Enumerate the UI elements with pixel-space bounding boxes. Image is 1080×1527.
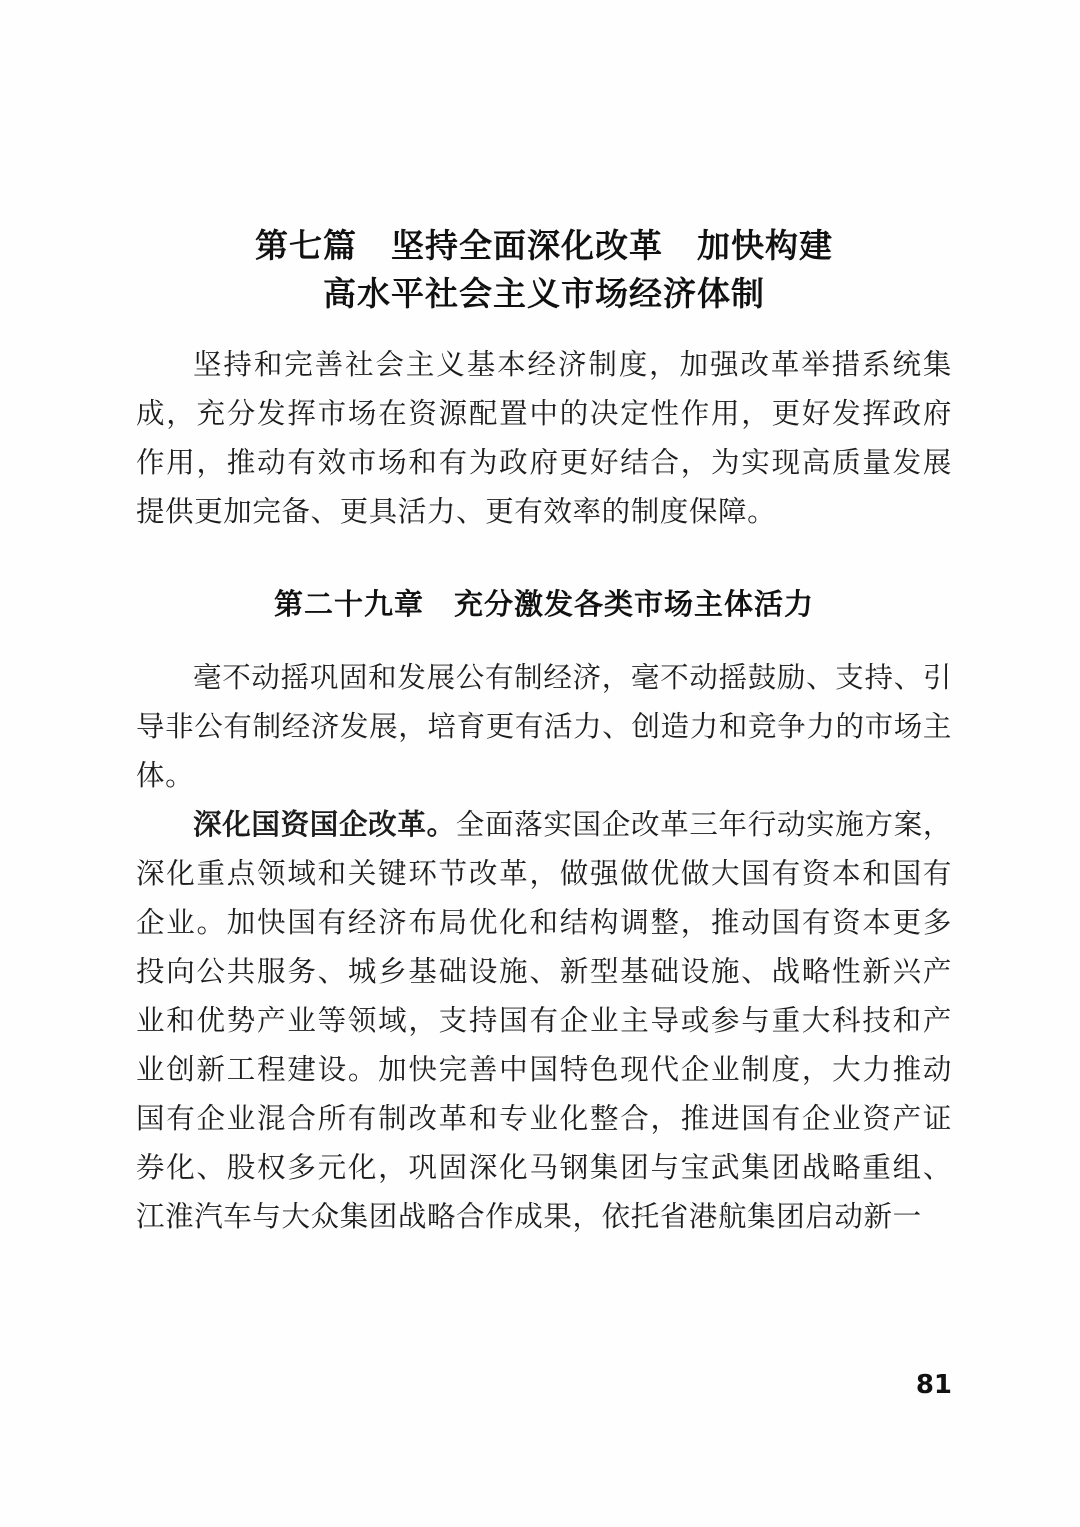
section-lead-label: 深化国资国企改革。 [193,806,456,841]
chapter-heading: 第二十九章 充分激发各类市场主体活力 [273,586,814,621]
section-paragraph [136,800,952,1241]
intro-paragraph: 坚持和完善社会主义基本经济制度，加强改革举措系统集成，充分发挥市场在资源配置中的决定性作用，更好发挥政府 作用，推动有效市场和有为政府更好结合，为实现高质量发展 提供更加完备、更具活力、更有效率的制度保障。 [136,347,952,528]
page-number: 81 [915,1370,952,1400]
page-title-line-1: 第七篇 坚持全面深化改革 加快构建 [255,226,833,265]
page-content [136,0,952,1241]
chapter-intro-paragraph: 毫不动摇巩固和发展公有制经济，毫不动摇鼓励、支持、引导非公有制经济发展，培育更有活力、创造力和竞争力的市场主体。 [136,660,952,792]
page-title-line-2: 高水平社会主义市场经济体制 [323,273,765,313]
page-title [136,222,952,318]
section-body-text: 全面落实国企改革三年行动实施方案， 深化重点领域和关键环节改革，做强做优做大国有资本和国有 企业。加快国有经济布局优化和结构调整，推动国有资本更多 投向公共服务、城乡基础设施、新型基础设施、战略性新兴产 业和优势产业等领域，支持国有企业主导或参与重大科技和产 业创新工程建设。加快完善中国特色现代企业制度，大力推动 国有企业混合所有制改革和专业化整合，推进国有企业资产证 券化、股权多元化，巩固深化马钢集团与宝武集团战略重组、 江淮汽车与大众集团战略合作成果，依托省港航集团启动新一 [136,807,952,1234]
